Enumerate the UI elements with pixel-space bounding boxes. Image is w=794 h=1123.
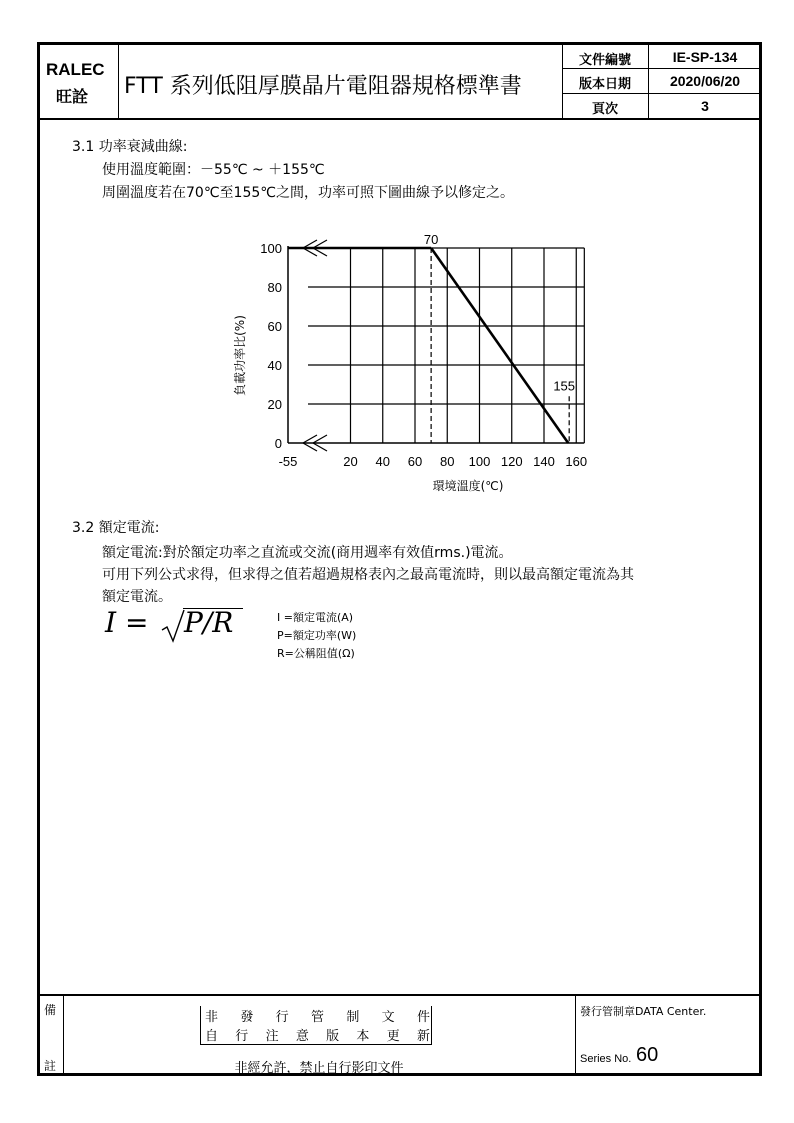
version-date-value: 2020/06/20 [669,73,741,89]
notice-char: 行 [275,1010,289,1025]
annotation-label: 70 [423,232,439,247]
control-stamp-label: 發行管制章DATA Center. [580,1005,707,1018]
formula-rhs: P/R [184,606,234,639]
remarks-label: 備 [44,1003,57,1017]
derating-curve-slope [431,248,568,443]
x-tick-label: -55 [278,454,298,469]
company-name: RALEC [46,60,105,79]
temperature-range-text: 使用溫度範圍：－55℃ ~ ＋155℃ [102,162,325,178]
divider [37,118,762,120]
page-label: 頁次 [591,102,618,117]
notice-char: 本 [356,1029,370,1044]
notice-char: 注 [265,1029,279,1044]
notice-char: 制 [346,1010,360,1025]
series-number: 60 [636,1044,659,1066]
y-tick-label: 40 [267,358,282,373]
x-tick-label: 100 [468,454,491,469]
x-tick-label: 140 [533,454,555,469]
annotation-label: 155 [553,378,576,394]
x-tick-label: 20 [343,454,358,469]
notice-char: 自 [205,1029,219,1044]
divider [37,994,762,996]
control-notice-row [205,1025,430,1044]
y-tick-label: 60 [267,319,282,334]
power-derating-chart [220,228,600,498]
notice-char: 發 [240,1010,254,1025]
control-notice-row [205,1006,430,1025]
notice-char: 意 [295,1029,309,1044]
notice-char: 非 [205,1010,219,1025]
y-tick-label: 80 [267,280,282,295]
formula-lhs: I = [105,606,149,639]
rated-current-text: 額定電流。 [102,589,172,605]
formula-legend-item: R=公稱阻值(Ω) [277,647,355,660]
x-axis-title: 環境溫度(℃) [432,479,504,493]
page-value: 3 [701,98,709,114]
copy-prohibited-notice: 非經允許，禁止自行影印文件 [234,1061,404,1076]
doc-number-value: IE-SP-134 [672,49,738,65]
x-tick-label: 160 [565,454,588,469]
divider [562,68,762,69]
x-tick-label: 120 [500,454,523,469]
rated-current-text: 可用下列公式求得，但求得之值若超過規格表內之最高電流時，則以最高額定電流為其 [102,567,634,583]
divider [562,93,762,94]
x-tick-label: 60 [407,454,423,469]
formula-legend-item: I =額定電流(A) [277,611,354,624]
x-tick-label: 80 [440,454,455,469]
y-axis-title: 負載功率比(%) [233,315,247,396]
notice-char: 行 [235,1029,249,1044]
doc-number-label: 文件編號 [578,53,631,68]
company-name-cn: 旺詮 [56,87,89,106]
remarks-label: 註 [44,1059,57,1073]
derating-description: 周圍溫度若在70℃至155℃之間，功率可照下圖曲線予以修定之。 [102,185,514,201]
version-date-label: 版本日期 [578,77,631,92]
notice-char: 文 [381,1010,395,1025]
y-tick-label: 100 [260,241,282,256]
notice-char: 新 [416,1029,430,1044]
divider [575,994,576,1076]
y-tick-label: 20 [267,397,282,412]
rated-current-definition: 額定電流:對於額定功率之直流或交流(商用週率有效值rms.)電流。 [102,545,513,561]
section-heading: 3.1 功率衰減曲線: [72,139,188,155]
formula-legend-item: P=額定功率(W) [277,629,357,642]
notice-char: 管 [310,1010,324,1025]
control-notice-underline [200,1044,432,1045]
notice-char: 更 [386,1029,400,1044]
notice-char: 版 [326,1029,340,1044]
divider [118,42,119,118]
y-tick-label: 0 [274,436,282,451]
series-label: Series No. [580,1053,632,1065]
x-tick-label: 40 [375,454,390,469]
section-heading: 3.2 額定電流: [72,520,160,536]
notice-char: 件 [416,1010,430,1025]
document-title: FTT 系列低阻厚膜晶片電阻器規格標準書 [124,74,522,99]
